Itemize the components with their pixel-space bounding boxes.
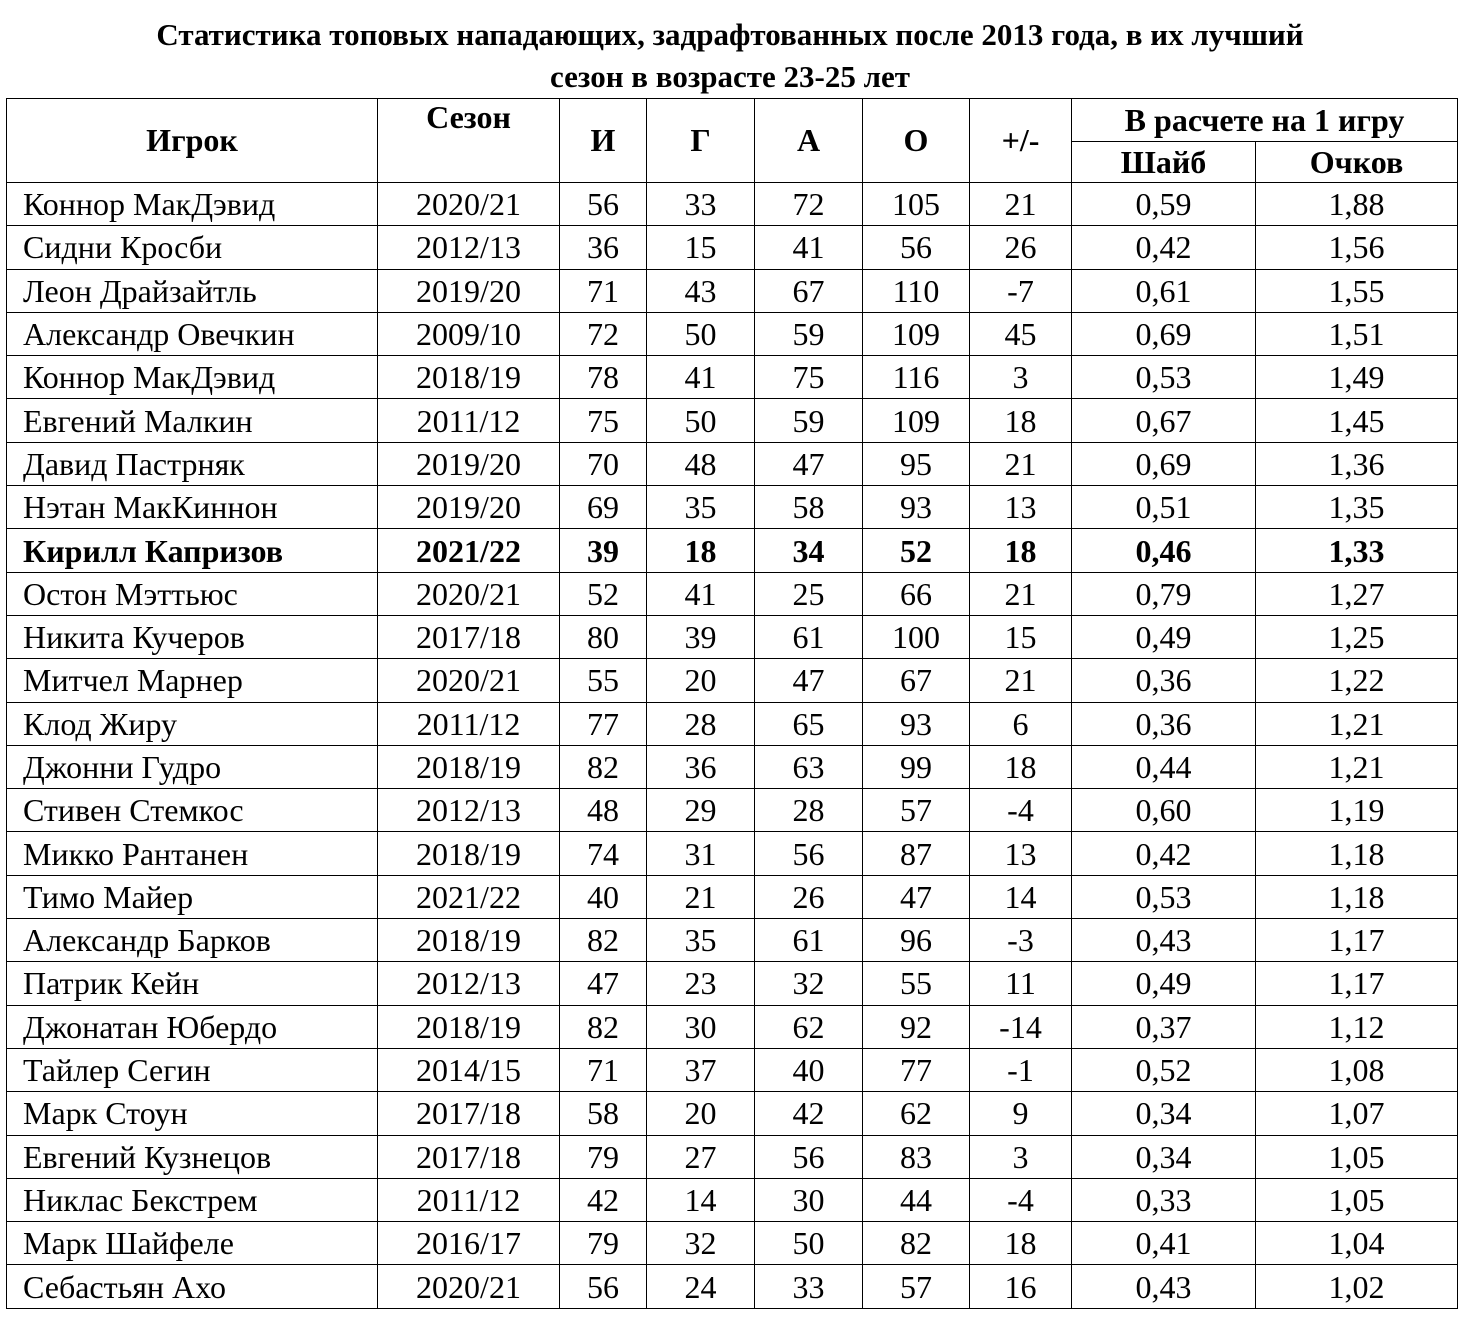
cell-assists: 25 bbox=[755, 572, 863, 615]
cell-points-per-game: 1,33 bbox=[1256, 529, 1458, 572]
cell-season: 2021/22 bbox=[378, 529, 560, 572]
cell-goals: 29 bbox=[647, 789, 755, 832]
cell-goals: 41 bbox=[647, 356, 755, 399]
cell-points-per-game: 1,18 bbox=[1256, 832, 1458, 875]
cell-points: 105 bbox=[863, 183, 970, 226]
cell-goals-per-game: 0,60 bbox=[1072, 789, 1256, 832]
cell-assists: 32 bbox=[755, 962, 863, 1005]
header-per-game-points: Очков bbox=[1256, 142, 1458, 183]
cell-goals-per-game: 0,79 bbox=[1072, 572, 1256, 615]
cell-plus-minus: -4 bbox=[970, 789, 1072, 832]
cell-goals: 37 bbox=[647, 1048, 755, 1091]
cell-games: 78 bbox=[560, 356, 647, 399]
cell-season: 2021/22 bbox=[378, 875, 560, 918]
cell-games: 75 bbox=[560, 399, 647, 442]
cell-goals-per-game: 0,67 bbox=[1072, 399, 1256, 442]
cell-assists: 58 bbox=[755, 486, 863, 529]
table-row bbox=[7, 659, 1458, 702]
cell-goals-per-game: 0,49 bbox=[1072, 615, 1256, 658]
cell-goals: 32 bbox=[647, 1222, 755, 1265]
table-row bbox=[7, 789, 1458, 832]
cell-assists: 40 bbox=[755, 1048, 863, 1091]
cell-plus-minus: 18 bbox=[970, 529, 1072, 572]
cell-assists: 59 bbox=[755, 312, 863, 355]
table-row bbox=[7, 1005, 1458, 1048]
cell-goals: 50 bbox=[647, 312, 755, 355]
cell-points-per-game: 1,36 bbox=[1256, 442, 1458, 485]
table-row bbox=[7, 399, 1458, 442]
cell-points-per-game: 1,17 bbox=[1256, 962, 1458, 1005]
cell-season: 2011/12 bbox=[378, 1178, 560, 1221]
table-row bbox=[7, 529, 1458, 572]
cell-points-per-game: 1,05 bbox=[1256, 1178, 1458, 1221]
cell-points-per-game: 1,08 bbox=[1256, 1048, 1458, 1091]
cell-season: 2018/19 bbox=[378, 745, 560, 788]
cell-player: Коннор МакДэвид bbox=[7, 183, 378, 226]
table-row bbox=[7, 1135, 1458, 1178]
cell-points-per-game: 1,45 bbox=[1256, 399, 1458, 442]
cell-points-per-game: 1,19 bbox=[1256, 789, 1458, 832]
cell-goals-per-game: 0,42 bbox=[1072, 226, 1256, 269]
cell-goals-per-game: 0,69 bbox=[1072, 312, 1256, 355]
cell-plus-minus: 18 bbox=[970, 399, 1072, 442]
table-row bbox=[7, 615, 1458, 658]
table-row bbox=[7, 572, 1458, 615]
table-row bbox=[7, 1092, 1458, 1135]
cell-points: 110 bbox=[863, 269, 970, 312]
cell-season: 2017/18 bbox=[378, 615, 560, 658]
table-row bbox=[7, 745, 1458, 788]
header-goals: Г bbox=[647, 99, 755, 183]
cell-points-per-game: 1,49 bbox=[1256, 356, 1458, 399]
cell-points-per-game: 1,35 bbox=[1256, 486, 1458, 529]
cell-player: Александр Барков bbox=[7, 919, 378, 962]
cell-points: 109 bbox=[863, 312, 970, 355]
cell-goals: 20 bbox=[647, 1092, 755, 1135]
cell-goals-per-game: 0,34 bbox=[1072, 1135, 1256, 1178]
cell-assists: 72 bbox=[755, 183, 863, 226]
cell-plus-minus: 3 bbox=[970, 356, 1072, 399]
cell-player: Нэтан МакКиннон bbox=[7, 486, 378, 529]
cell-goals-per-game: 0,53 bbox=[1072, 875, 1256, 918]
header-per-game: В расчете на 1 игру bbox=[1072, 99, 1458, 142]
cell-games: 80 bbox=[560, 615, 647, 658]
cell-player: Марк Стоун bbox=[7, 1092, 378, 1135]
cell-points: 109 bbox=[863, 399, 970, 442]
cell-player: Никлас Бекстрем bbox=[7, 1178, 378, 1221]
cell-goals: 39 bbox=[647, 615, 755, 658]
cell-season: 2014/15 bbox=[378, 1048, 560, 1091]
cell-player: Митчел Марнер bbox=[7, 659, 378, 702]
cell-plus-minus: 6 bbox=[970, 702, 1072, 745]
cell-assists: 42 bbox=[755, 1092, 863, 1135]
cell-assists: 75 bbox=[755, 356, 863, 399]
cell-assists: 28 bbox=[755, 789, 863, 832]
cell-plus-minus: -4 bbox=[970, 1178, 1072, 1221]
cell-player: Тимо Майер bbox=[7, 875, 378, 918]
cell-player: Евгений Малкин bbox=[7, 399, 378, 442]
cell-points-per-game: 1,21 bbox=[1256, 745, 1458, 788]
header-points: О bbox=[863, 99, 970, 183]
cell-assists: 47 bbox=[755, 659, 863, 702]
cell-points: 55 bbox=[863, 962, 970, 1005]
cell-points: 93 bbox=[863, 486, 970, 529]
cell-games: 71 bbox=[560, 1048, 647, 1091]
cell-goals-per-game: 0,69 bbox=[1072, 442, 1256, 485]
cell-games: 58 bbox=[560, 1092, 647, 1135]
cell-plus-minus: 16 bbox=[970, 1265, 1072, 1308]
cell-goals: 33 bbox=[647, 183, 755, 226]
cell-assists: 62 bbox=[755, 1005, 863, 1048]
cell-plus-minus: 21 bbox=[970, 572, 1072, 615]
table-row bbox=[7, 1178, 1458, 1221]
cell-goals: 41 bbox=[647, 572, 755, 615]
cell-points: 66 bbox=[863, 572, 970, 615]
cell-plus-minus: 13 bbox=[970, 832, 1072, 875]
cell-goals-per-game: 0,51 bbox=[1072, 486, 1256, 529]
cell-goals: 15 bbox=[647, 226, 755, 269]
cell-points-per-game: 1,25 bbox=[1256, 615, 1458, 658]
cell-assists: 65 bbox=[755, 702, 863, 745]
cell-goals-per-game: 0,43 bbox=[1072, 1265, 1256, 1308]
cell-goals: 18 bbox=[647, 529, 755, 572]
header-assists: А bbox=[755, 99, 863, 183]
cell-points: 67 bbox=[863, 659, 970, 702]
cell-assists: 61 bbox=[755, 919, 863, 962]
cell-games: 47 bbox=[560, 962, 647, 1005]
cell-assists: 67 bbox=[755, 269, 863, 312]
cell-points: 93 bbox=[863, 702, 970, 745]
cell-points: 100 bbox=[863, 615, 970, 658]
cell-games: 77 bbox=[560, 702, 647, 745]
cell-games: 82 bbox=[560, 745, 647, 788]
cell-games: 82 bbox=[560, 919, 647, 962]
cell-player: Коннор МакДэвид bbox=[7, 356, 378, 399]
cell-goals-per-game: 0,49 bbox=[1072, 962, 1256, 1005]
cell-season: 2011/12 bbox=[378, 702, 560, 745]
cell-games: 79 bbox=[560, 1222, 647, 1265]
table-row bbox=[7, 486, 1458, 529]
cell-assists: 63 bbox=[755, 745, 863, 788]
cell-player: Марк Шайфеле bbox=[7, 1222, 378, 1265]
cell-season: 2020/21 bbox=[378, 572, 560, 615]
table-row bbox=[7, 356, 1458, 399]
header-plus-minus: +/- bbox=[970, 99, 1072, 183]
cell-points: 47 bbox=[863, 875, 970, 918]
cell-assists: 56 bbox=[755, 1135, 863, 1178]
cell-plus-minus: -1 bbox=[970, 1048, 1072, 1091]
header-per-game-goals: Шайб bbox=[1072, 142, 1256, 183]
cell-points-per-game: 1,51 bbox=[1256, 312, 1458, 355]
cell-points: 77 bbox=[863, 1048, 970, 1091]
cell-season: 2018/19 bbox=[378, 1005, 560, 1048]
cell-goals-per-game: 0,43 bbox=[1072, 919, 1256, 962]
cell-player: Себастьян Ахо bbox=[7, 1265, 378, 1308]
cell-goals-per-game: 0,37 bbox=[1072, 1005, 1256, 1048]
cell-goals-per-game: 0,42 bbox=[1072, 832, 1256, 875]
cell-plus-minus: 15 bbox=[970, 615, 1072, 658]
table-row bbox=[7, 1222, 1458, 1265]
cell-season: 2018/19 bbox=[378, 356, 560, 399]
cell-points: 62 bbox=[863, 1092, 970, 1135]
cell-assists: 56 bbox=[755, 832, 863, 875]
cell-season: 2011/12 bbox=[378, 399, 560, 442]
cell-points-per-game: 1,88 bbox=[1256, 183, 1458, 226]
cell-games: 79 bbox=[560, 1135, 647, 1178]
cell-games: 39 bbox=[560, 529, 647, 572]
cell-goals-per-game: 0,36 bbox=[1072, 702, 1256, 745]
cell-player: Джонатан Юбердо bbox=[7, 1005, 378, 1048]
cell-goals-per-game: 0,52 bbox=[1072, 1048, 1256, 1091]
cell-assists: 34 bbox=[755, 529, 863, 572]
table-row bbox=[7, 919, 1458, 962]
cell-plus-minus: 14 bbox=[970, 875, 1072, 918]
cell-assists: 50 bbox=[755, 1222, 863, 1265]
cell-goals: 28 bbox=[647, 702, 755, 745]
cell-games: 52 bbox=[560, 572, 647, 615]
cell-assists: 33 bbox=[755, 1265, 863, 1308]
cell-plus-minus: 21 bbox=[970, 442, 1072, 485]
cell-games: 74 bbox=[560, 832, 647, 875]
cell-season: 2019/20 bbox=[378, 442, 560, 485]
table-row bbox=[7, 442, 1458, 485]
cell-player: Патрик Кейн bbox=[7, 962, 378, 1005]
table-row bbox=[7, 269, 1458, 312]
cell-player: Стивен Стемкос bbox=[7, 789, 378, 832]
cell-points: 82 bbox=[863, 1222, 970, 1265]
cell-goals-per-game: 0,53 bbox=[1072, 356, 1256, 399]
cell-goals: 35 bbox=[647, 919, 755, 962]
cell-season: 2016/17 bbox=[378, 1222, 560, 1265]
cell-points-per-game: 1,02 bbox=[1256, 1265, 1458, 1308]
cell-points: 92 bbox=[863, 1005, 970, 1048]
cell-player: Кирилл Капризов bbox=[7, 529, 378, 572]
cell-player: Леон Драйзайтль bbox=[7, 269, 378, 312]
cell-goals-per-game: 0,61 bbox=[1072, 269, 1256, 312]
cell-points: 83 bbox=[863, 1135, 970, 1178]
cell-games: 55 bbox=[560, 659, 647, 702]
cell-season: 2018/19 bbox=[378, 832, 560, 875]
cell-plus-minus: 21 bbox=[970, 659, 1072, 702]
cell-plus-minus: 45 bbox=[970, 312, 1072, 355]
cell-plus-minus: 13 bbox=[970, 486, 1072, 529]
cell-goals: 48 bbox=[647, 442, 755, 485]
cell-player: Александр Овечкин bbox=[7, 312, 378, 355]
cell-points-per-game: 1,55 bbox=[1256, 269, 1458, 312]
cell-plus-minus: -7 bbox=[970, 269, 1072, 312]
header-games: И bbox=[560, 99, 647, 183]
table-row bbox=[7, 875, 1458, 918]
cell-season: 2019/20 bbox=[378, 486, 560, 529]
cell-plus-minus: 18 bbox=[970, 745, 1072, 788]
cell-player: Никита Кучеров bbox=[7, 615, 378, 658]
cell-season: 2012/13 bbox=[378, 962, 560, 1005]
table-row bbox=[7, 1265, 1458, 1308]
cell-season: 2020/21 bbox=[378, 183, 560, 226]
cell-player: Джонни Гудро bbox=[7, 745, 378, 788]
cell-points-per-game: 1,17 bbox=[1256, 919, 1458, 962]
header-player: Игрок bbox=[7, 99, 378, 183]
cell-goals: 24 bbox=[647, 1265, 755, 1308]
cell-assists: 59 bbox=[755, 399, 863, 442]
cell-goals-per-game: 0,41 bbox=[1072, 1222, 1256, 1265]
cell-goals: 23 bbox=[647, 962, 755, 1005]
cell-points: 57 bbox=[863, 789, 970, 832]
cell-player: Сидни Кросби bbox=[7, 226, 378, 269]
title-line-2: сезон в возрасте 23-25 лет bbox=[550, 59, 910, 94]
cell-goals-per-game: 0,36 bbox=[1072, 659, 1256, 702]
cell-points: 116 bbox=[863, 356, 970, 399]
cell-plus-minus: 9 bbox=[970, 1092, 1072, 1135]
cell-points-per-game: 1,56 bbox=[1256, 226, 1458, 269]
cell-goals: 27 bbox=[647, 1135, 755, 1178]
cell-season: 2009/10 bbox=[378, 312, 560, 355]
cell-season: 2019/20 bbox=[378, 269, 560, 312]
cell-plus-minus: -14 bbox=[970, 1005, 1072, 1048]
cell-player: Микко Рантанен bbox=[7, 832, 378, 875]
cell-player: Давид Пастрняк bbox=[7, 442, 378, 485]
table-row bbox=[7, 226, 1458, 269]
cell-points-per-game: 1,05 bbox=[1256, 1135, 1458, 1178]
cell-assists: 41 bbox=[755, 226, 863, 269]
stats-table bbox=[6, 98, 1458, 1309]
table-row bbox=[7, 1048, 1458, 1091]
cell-goals: 30 bbox=[647, 1005, 755, 1048]
cell-player: Клод Жиру bbox=[7, 702, 378, 745]
cell-games: 72 bbox=[560, 312, 647, 355]
cell-assists: 61 bbox=[755, 615, 863, 658]
cell-season: 2012/13 bbox=[378, 226, 560, 269]
cell-points: 99 bbox=[863, 745, 970, 788]
cell-plus-minus: 11 bbox=[970, 962, 1072, 1005]
table-row bbox=[7, 183, 1458, 226]
title-line-1: Статистика топовых нападающих, задрафтованных после 2013 года, в их лучший bbox=[156, 17, 1304, 52]
cell-goals: 43 bbox=[647, 269, 755, 312]
cell-plus-minus: 21 bbox=[970, 183, 1072, 226]
table-row bbox=[7, 962, 1458, 1005]
cell-points: 52 bbox=[863, 529, 970, 572]
cell-games: 36 bbox=[560, 226, 647, 269]
document-title bbox=[0, 14, 1460, 98]
cell-points: 87 bbox=[863, 832, 970, 875]
cell-player: Остон Мэттьюс bbox=[7, 572, 378, 615]
cell-points-per-game: 1,04 bbox=[1256, 1222, 1458, 1265]
cell-goals-per-game: 0,33 bbox=[1072, 1178, 1256, 1221]
cell-games: 69 bbox=[560, 486, 647, 529]
cell-points-per-game: 1,21 bbox=[1256, 702, 1458, 745]
cell-goals: 14 bbox=[647, 1178, 755, 1221]
cell-plus-minus: 18 bbox=[970, 1222, 1072, 1265]
cell-goals-per-game: 0,34 bbox=[1072, 1092, 1256, 1135]
cell-points-per-game: 1,12 bbox=[1256, 1005, 1458, 1048]
cell-season: 2018/19 bbox=[378, 919, 560, 962]
cell-goals: 35 bbox=[647, 486, 755, 529]
cell-plus-minus: 3 bbox=[970, 1135, 1072, 1178]
cell-games: 48 bbox=[560, 789, 647, 832]
cell-games: 42 bbox=[560, 1178, 647, 1221]
cell-games: 40 bbox=[560, 875, 647, 918]
cell-points: 57 bbox=[863, 1265, 970, 1308]
cell-goals: 50 bbox=[647, 399, 755, 442]
table-row bbox=[7, 702, 1458, 745]
table-body bbox=[7, 183, 1458, 1309]
cell-goals-per-game: 0,59 bbox=[1072, 183, 1256, 226]
cell-points: 96 bbox=[863, 919, 970, 962]
cell-points: 95 bbox=[863, 442, 970, 485]
cell-points: 56 bbox=[863, 226, 970, 269]
cell-goals-per-game: 0,46 bbox=[1072, 529, 1256, 572]
cell-goals: 20 bbox=[647, 659, 755, 702]
cell-player: Евгений Кузнецов bbox=[7, 1135, 378, 1178]
cell-points-per-game: 1,22 bbox=[1256, 659, 1458, 702]
cell-games: 82 bbox=[560, 1005, 647, 1048]
cell-plus-minus: 26 bbox=[970, 226, 1072, 269]
table-row bbox=[7, 832, 1458, 875]
cell-games: 56 bbox=[560, 183, 647, 226]
cell-season: 2017/18 bbox=[378, 1135, 560, 1178]
cell-goals: 31 bbox=[647, 832, 755, 875]
cell-assists: 26 bbox=[755, 875, 863, 918]
table-row bbox=[7, 312, 1458, 355]
cell-goals: 21 bbox=[647, 875, 755, 918]
cell-player: Тайлер Сегин bbox=[7, 1048, 378, 1091]
cell-plus-minus: -3 bbox=[970, 919, 1072, 962]
cell-points-per-game: 1,27 bbox=[1256, 572, 1458, 615]
cell-goals: 36 bbox=[647, 745, 755, 788]
cell-games: 71 bbox=[560, 269, 647, 312]
cell-points-per-game: 1,18 bbox=[1256, 875, 1458, 918]
cell-games: 56 bbox=[560, 1265, 647, 1308]
cell-goals-per-game: 0,44 bbox=[1072, 745, 1256, 788]
table-header bbox=[7, 99, 1458, 183]
cell-points: 44 bbox=[863, 1178, 970, 1221]
cell-season: 2020/21 bbox=[378, 1265, 560, 1308]
header-season: Сезон bbox=[378, 99, 560, 183]
cell-points-per-game: 1,07 bbox=[1256, 1092, 1458, 1135]
cell-season: 2020/21 bbox=[378, 659, 560, 702]
cell-season: 2017/18 bbox=[378, 1092, 560, 1135]
cell-assists: 30 bbox=[755, 1178, 863, 1221]
cell-season: 2012/13 bbox=[378, 789, 560, 832]
cell-games: 70 bbox=[560, 442, 647, 485]
cell-assists: 47 bbox=[755, 442, 863, 485]
